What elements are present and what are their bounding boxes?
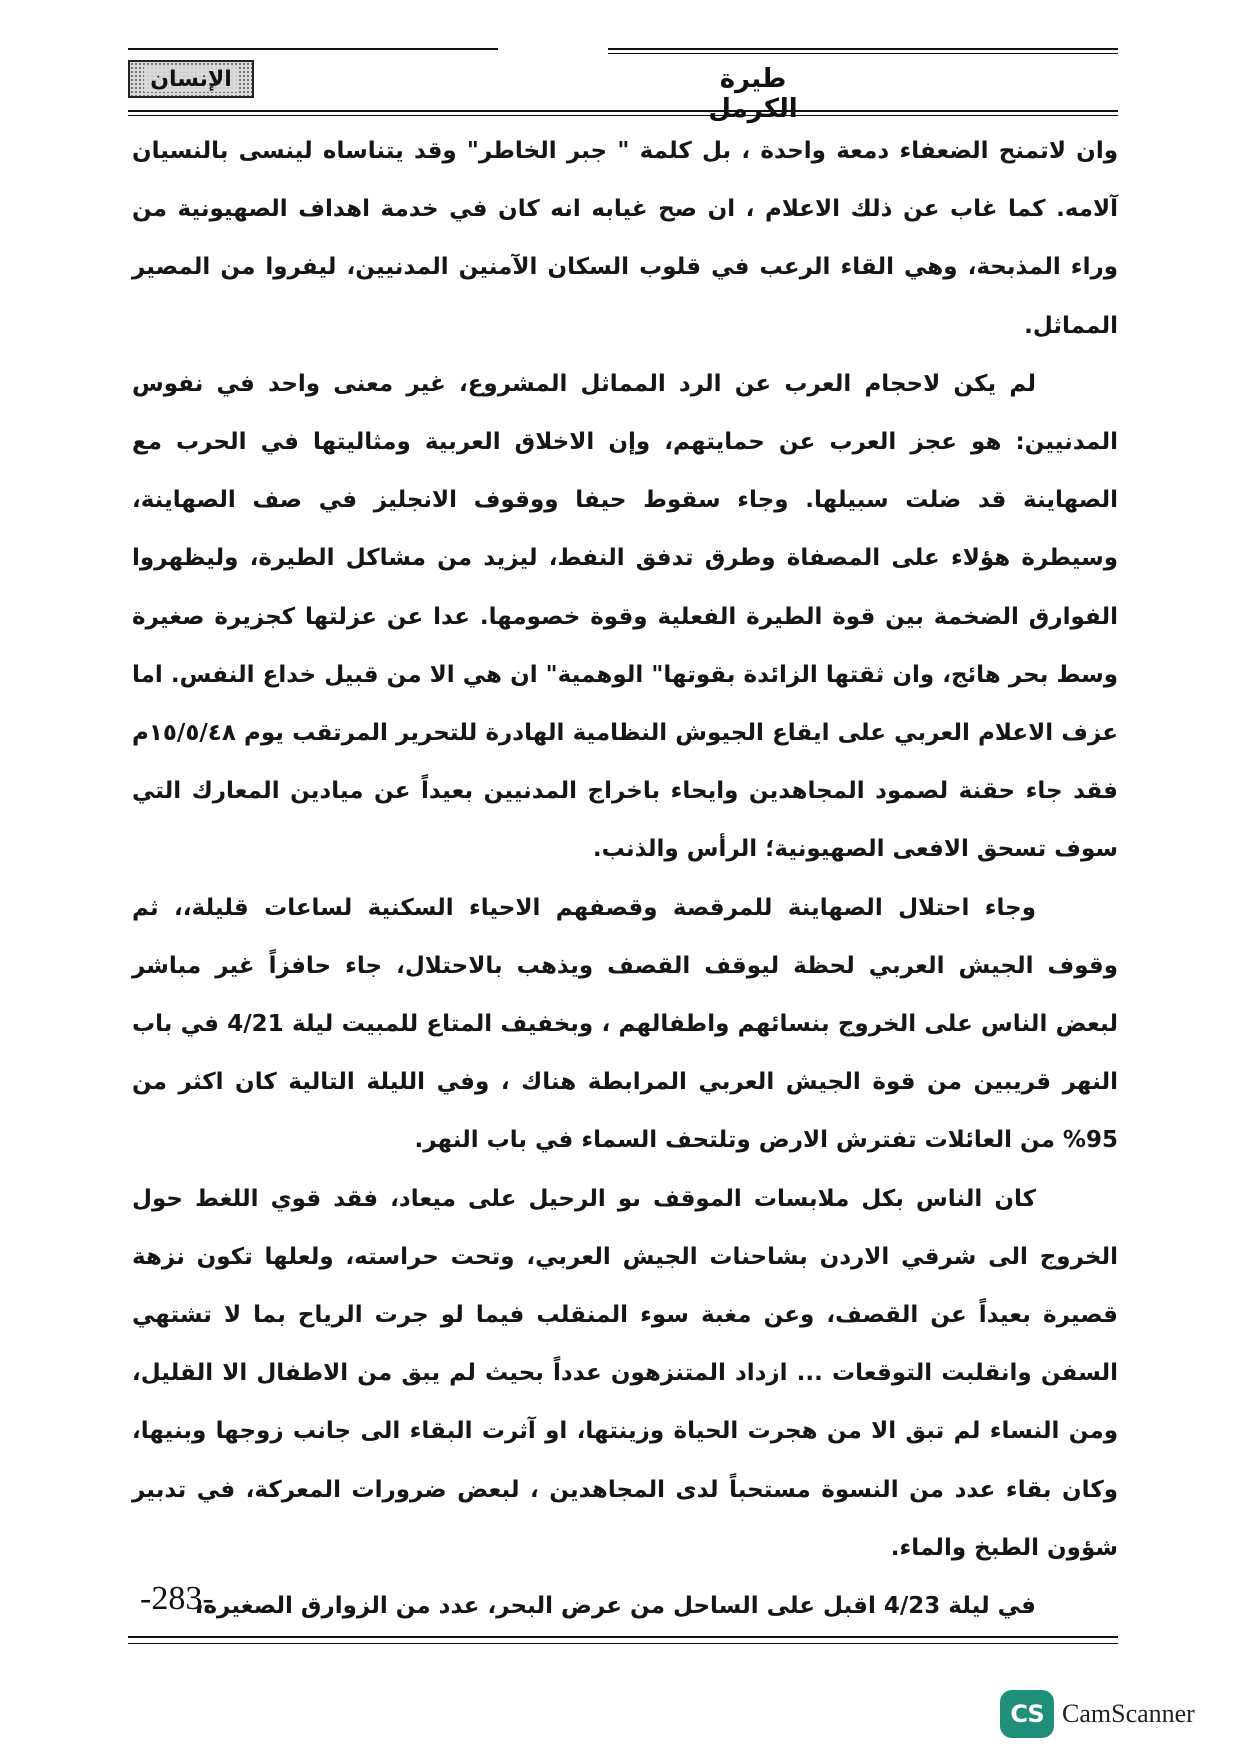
article-body: [132, 122, 1118, 1635]
header-rule: [608, 48, 1118, 50]
header-rule: [608, 53, 1118, 54]
paragraph: في ليلة 4/23 اقبل على الساحل من عرض البحر، عدد من الزوارق الصغيرة،: [194, 1593, 1036, 1620]
paragraph: وجاء احتلال الصهاينة للمرقصة وقصفهم الاحياء السكنية لساعات قليلة،، ثم وقوف الجيش العربي لحظة ليوقف القصف ويذهب بالاحتلال، جاء حافزاً غير مباشر لبعض الناس على الخروج بنسائهم واطفالهم ، وبخفيف المتاع للمبيت ليلة 4/21 في باب النهر قريبين من قوة الجيش العربي المرابطة هناك ، وفي الليلة التالية كان اكثر من 95% من العائلات تفترش الارض وتلتحف السماء في باب النهر.: [132, 894, 1118, 1154]
running-title: طيرة الكرمل: [708, 64, 798, 124]
header-section-badge: [128, 60, 254, 98]
page-header: [128, 48, 1118, 124]
header-badge-label: الإنسان: [144, 67, 238, 92]
watermark-text: CamScanner: [1062, 1699, 1195, 1728]
header-rule: [128, 115, 1118, 116]
page-number: -283-: [140, 1580, 214, 1617]
paragraph: وان لاتمنح الضعفاء دمعة واحدة ، بل كلمة " جبر الخاطر" وقد يتناساه لينسى بالنسيان آلامه. كما غاب عن ذلك الاعلام ، ان صح غيابه انه كان في خدمة اهداف الصهيونية من وراء المذبحة، وهي القاء الرعب في قلوب السكان الآمنين المدنيين، ليفروا من المصير المماثل.: [132, 138, 1118, 339]
paragraph: لم يكن لاحجام العرب عن الرد المماثل المشروع، غير معنى واحد في نفوس المدنيين: هو عجز العرب عن حمايتهم، وإن الاخلاق العربية ومثاليتها في الحرب مع الصهاينة قد ضلت سبيلها. وجاء سقوط حيفا ووقوف الانجليز في صف الصهاينة، وسيطرة هؤلاء على المصفاة وطرق تدفق النفط، ليزيد من مشاكل الطيرة، وليظهروا الفوارق الضخمة بين قوة الطيرة الفعلية وقوة خصومها. عدا عن عزلتها كجزيرة صغيرة وسط بحر هائج، وان ثقتها الزائدة بقوتها" الوهمية" ان هي الا من قبيل خداع النفس. اما عزف الاعلام العربي على ايقاع الجيوش النظامية الهادرة للتحرير المرتقب يوم ١٥/٥/٤٨م فقد جاء حقنة لصمود المجاهدين وايحاء باخراج المدنيين بعيداً عن ميادين المعارك التي سوف تسحق الافعى الصهيونية؛ الرأس والذنب.: [132, 370, 1118, 863]
header-rule: [128, 48, 498, 50]
paragraph: كان الناس بكل ملابسات الموقف ىو الرحيل على ميعاد، فقد قوي اللغط حول الخروج الى شرقي الاردن بشاحنات الجيش العربي، وتحت حراسته، ولعلها تكون نزهة قصيرة بعيداً عن القصف، وعن مغبة سوء المنقلب فيما لو جرت الرياح بما لا تشتهي السفن وانقلبت التوقعات ... ازداد المتنزهون عدداً بحيث لم يبق من الاطفال الا القليل، ومن النساء لم تبق الا من هجرت الحياة وزينتها، او آثرت البقاء الى جانب زوجها وبنيها، وكان بقاء عدد من النسوة مستحباً لدى المجاهدين ، لبعض ضرورات المعركة، في تدبير شؤون الطبخ والماء.: [132, 1185, 1118, 1561]
footer-rule: [128, 1636, 1118, 1638]
footer-rule: [128, 1643, 1118, 1644]
camscanner-watermark: [1000, 1688, 1195, 1740]
camscanner-logo-icon: CS: [1000, 1690, 1054, 1738]
header-rule: [128, 110, 1118, 112]
